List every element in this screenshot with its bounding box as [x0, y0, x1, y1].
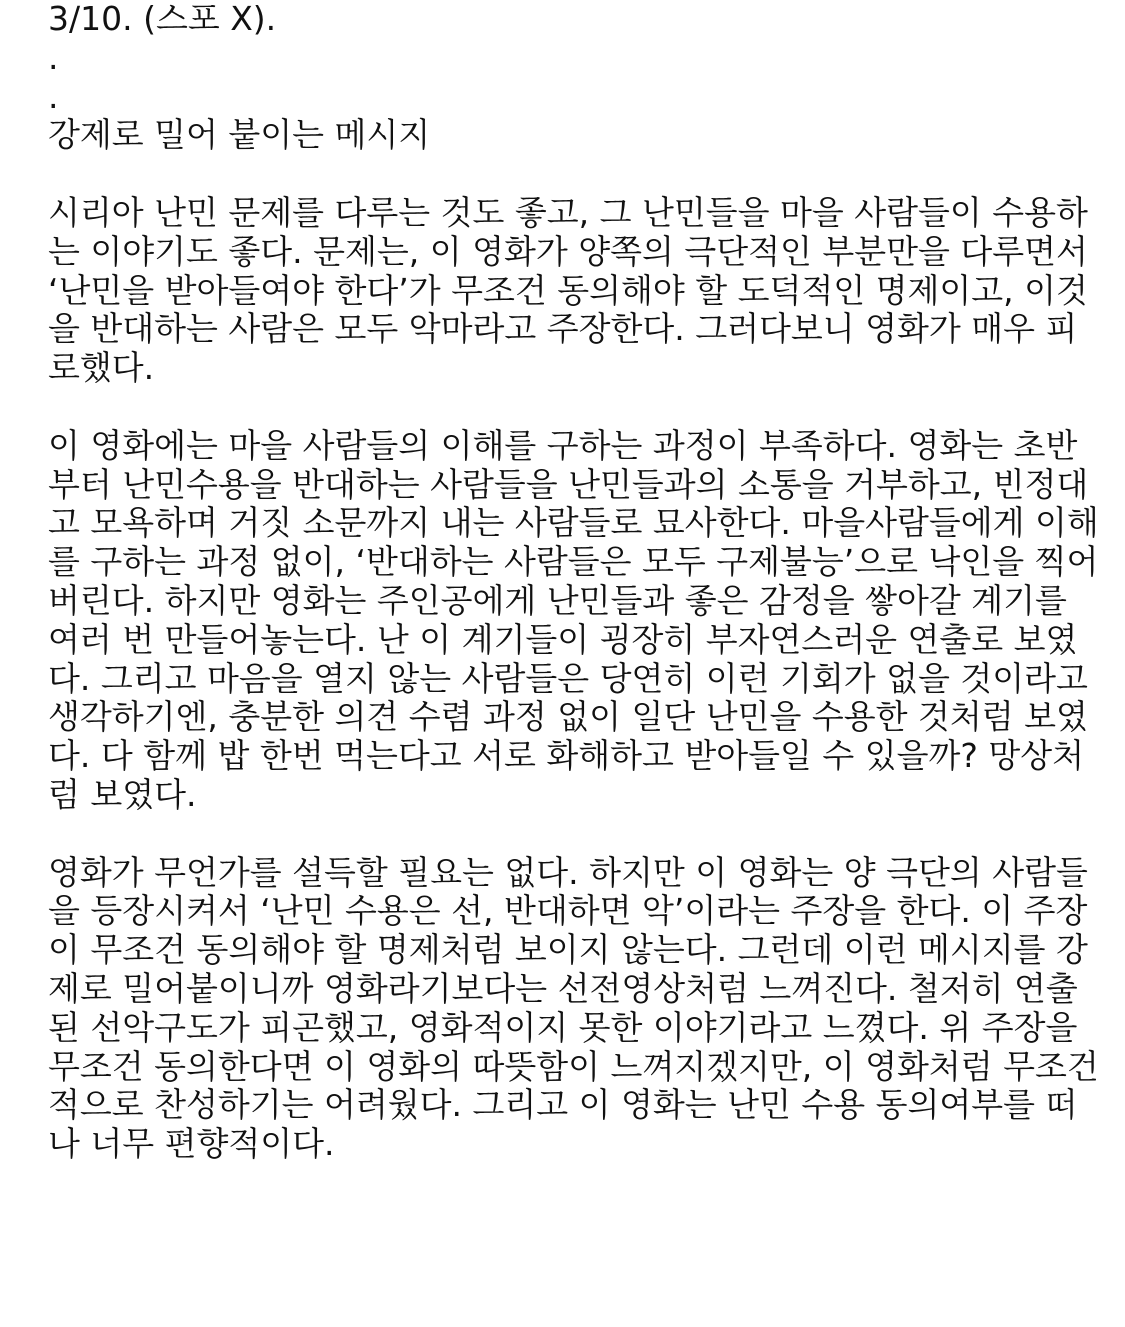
paragraph-line: 버린다. 하지만 영화는 주인공에게 난민들과 좋은 감정을 쌓아갈 계기를 — [48, 580, 1067, 620]
paragraph-line: 제로 밀어붙이니까 영화라기보다는 선전영상처럼 느껴진다. 철저히 연출 — [48, 968, 1078, 1008]
note-dot-line: . — [48, 76, 59, 116]
paragraph-2 — [48, 425, 1099, 815]
note-dot-line: . — [48, 37, 59, 77]
paragraph-line: 다. 다 함께 밥 한번 먹는다고 서로 화해하고 받아들일 수 있을까? 망상처 — [48, 736, 1084, 776]
paragraph-line: 시리아 난민 문제를 다루는 것도 좋고, 그 난민들을 마을 사람들이 수용하 — [48, 192, 1088, 232]
paragraph-line: 를 구하는 과정 없이, ‘반대하는 사람들은 모두 구제불능’으로 낙인을 찍어 — [48, 542, 1099, 582]
paragraph-line: 로했다. — [48, 348, 155, 388]
paragraph-line: 이 무조건 동의해야 할 명제처럼 보이지 않는다. 그런데 이런 메시지를 강 — [48, 930, 1088, 970]
paragraph-line: 영화가 무언가를 설득할 필요는 없다. 하지만 이 영화는 양 극단의 사람들 — [48, 852, 1088, 892]
note-date-line: 3/10. (스포 X). — [48, 0, 277, 38]
note-title-line: 강제로 밀어 붙이는 메시지 — [48, 115, 431, 155]
paragraph-line: 럼 보였다. — [48, 774, 197, 814]
paragraph-3 — [48, 852, 1099, 1164]
paragraph-line: ‘난민을 받아들여야 한다’가 무조건 동의해야 할 도덕적인 명제이고, 이것 — [48, 270, 1088, 310]
paragraph-line: 나 너무 편향적이다. — [48, 1124, 335, 1164]
paragraph-line: 무조건 동의한다면 이 영화의 따뜻함이 느껴지겠지만, 이 영화처럼 무조건 — [48, 1046, 1099, 1086]
paragraph-line: 적으로 찬성하기는 어려웠다. 그리고 이 영화는 난민 수용 동의여부를 떠 — [48, 1085, 1078, 1125]
paragraph-line: 을 반대하는 사람은 모두 악마라고 주장한다. 그러다보니 영화가 매우 피 — [48, 309, 1078, 349]
paragraph-line: 이 영화에는 마을 사람들의 이해를 구하는 과정이 부족하다. 영화는 초반 — [48, 425, 1078, 465]
paragraph-gap — [48, 815, 1088, 854]
paragraph-gap — [48, 155, 1088, 194]
note-body — [48, 0, 1099, 1164]
paragraph-line: 된 선악구도가 피곤했고, 영화적이지 못한 이야기라고 느꼈다. 위 주장을 — [48, 1007, 1078, 1047]
paragraph-gap — [48, 388, 1088, 427]
paragraph-line: 여러 번 만들어놓는다. 난 이 계기들이 굉장히 부자연스러운 연출로 보였 — [48, 619, 1078, 659]
paragraph-line: 부터 난민수용을 반대하는 사람들을 난민들과의 소통을 거부하고, 빈정대 — [48, 464, 1089, 504]
paragraph-line: 을 등장시켜서 ‘난민 수용은 선, 반대하면 악’이라는 주장을 한다. 이 주장 — [48, 891, 1088, 931]
paragraph-line: 는 이야기도 좋다. 문제는, 이 영화가 양쪽의 극단적인 부분만을 다루면서 — [48, 231, 1088, 271]
paragraph-line: 생각하기엔, 충분한 의견 수렴 과정 없이 일단 난민을 수용한 것처럼 보였 — [48, 697, 1088, 737]
paragraph-line: 다. 그리고 마음을 열지 않는 사람들은 당연히 이런 기회가 없을 것이라고 — [48, 658, 1088, 698]
paragraph-1 — [48, 194, 1088, 388]
paragraph-line: 고 모욕하며 거짓 소문까지 내는 사람들로 묘사한다. 마을사람들에게 이해 — [48, 503, 1099, 543]
